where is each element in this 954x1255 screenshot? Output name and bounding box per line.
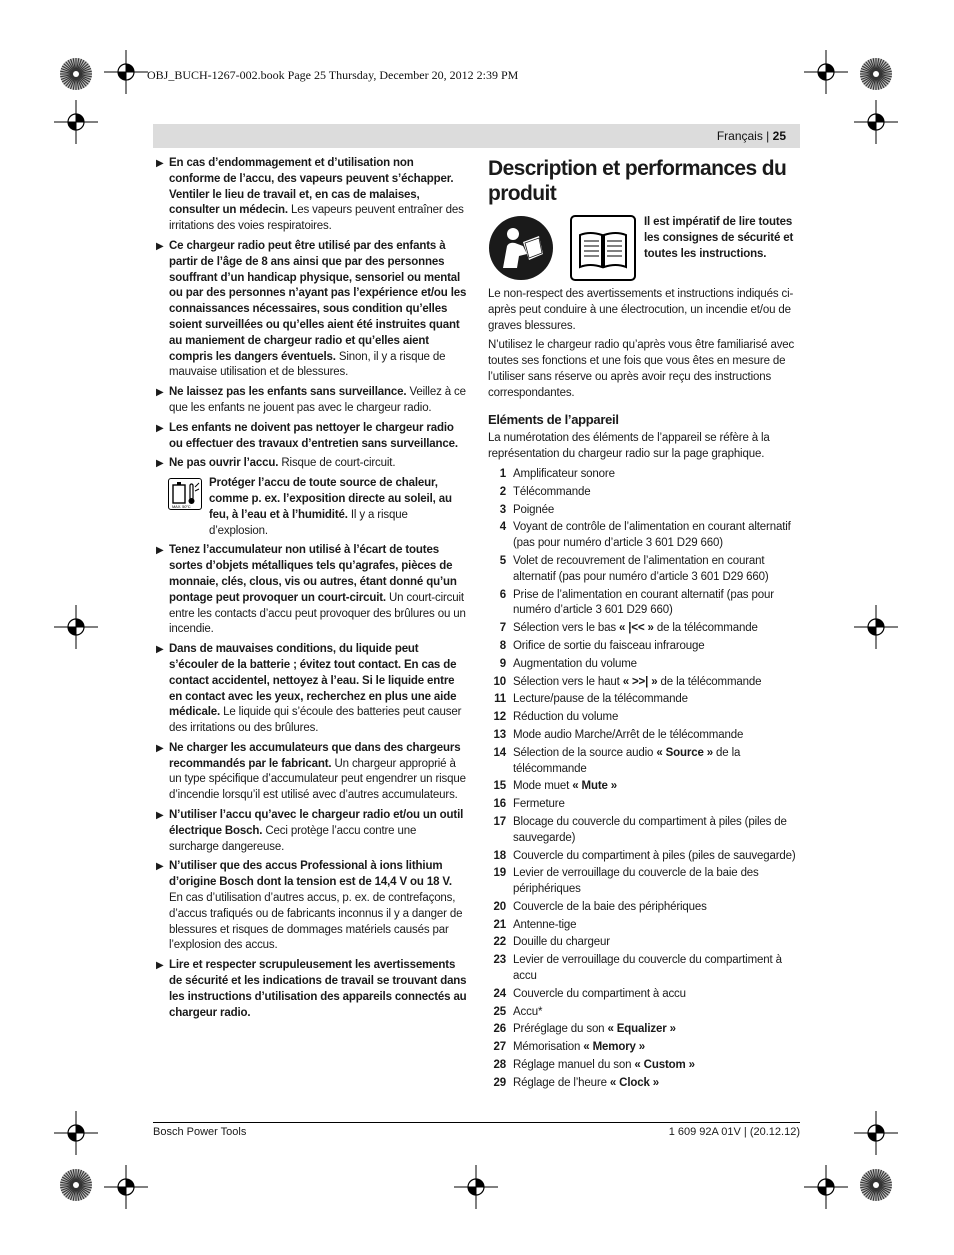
parts-list-item (488, 1040, 800, 1056)
item-number: 16 (493, 798, 506, 811)
item-text: Levier de verrouillage du couvercle du compartiment à accu (513, 954, 782, 983)
item-text: Douille du chargeur (513, 936, 610, 949)
parts-list-item (488, 621, 800, 637)
bullet-arrow-icon: ▶ (156, 422, 164, 434)
item-text: Réglage manuel du son (513, 1059, 632, 1072)
bullet-arrow-icon: ▶ (156, 960, 164, 972)
item-number: 24 (493, 987, 506, 1000)
item-text: Fermeture (513, 798, 565, 811)
item-number: 12 (493, 711, 506, 724)
parts-list-item (488, 657, 800, 673)
footer-rule (153, 1122, 800, 1123)
item-number: 22 (493, 936, 506, 949)
bullet-arrow-icon: ▶ (156, 387, 164, 399)
warning-text: Le non-respect des avertissements et instructions indiqués ci-après peut conduire à une électrocution, un incendie et/ou de graves blessures. (488, 288, 794, 332)
heat-warning-text: Il y a risque d’explosion. (209, 508, 408, 537)
parts-list-item (488, 953, 800, 985)
safety-bullet (155, 385, 467, 417)
left-column (155, 156, 467, 1025)
registration-crosshair (54, 100, 98, 144)
item-text: Mode muet (513, 780, 570, 793)
parts-list-item (488, 554, 800, 586)
registration-starburst (59, 1168, 93, 1202)
bullet-arrow-icon: ▶ (156, 240, 164, 252)
item-text-suffix: de la télécommande (653, 622, 758, 635)
item-number: 20 (493, 900, 506, 913)
parts-list-item (488, 779, 800, 795)
warning-bold: Il est impératif de lire toutes les consignes de sécurité et toutes les instructions. (644, 216, 794, 260)
bullet-bold-text: N’utiliser l’accu qu’avec le chargeur radio et/ou un outil électrique Bosch. (169, 809, 464, 837)
bullet-text: Un chargeur approprié à un type spécifique d’accumulateur peut engendrer un risque d’incendie lorsqu’il est utilisé avec d’autres accumulateurs. (169, 757, 466, 802)
item-text-suffix: de la télécommande (513, 746, 741, 775)
safety-bullets-2 (155, 543, 467, 1021)
safety-bullet (155, 456, 467, 472)
item-number: 8 (499, 639, 506, 652)
bullet-bold-text: Tenez l’accumulateur non utilisé à l’écart de toutes sortes d’objets métalliques tels qu’agrafes, pièces de monnaie, clés, clous, vis ou autres, étant donné qu’un pontage peut provoquer un court-circuit. (169, 544, 457, 604)
item-text: Mode audio Marche/Arrêt de le télécommande (513, 728, 744, 741)
item-text: Augmentation du volume (513, 657, 637, 670)
item-number: 19 (493, 867, 506, 880)
bullet-arrow-icon: ▶ (156, 861, 164, 873)
bullet-bold-text: Lire et respecter scrupuleusement les avertissements de sécurité et les indications de travail se trouvant dans les instructions d’utilisation des appareils connectés au chargeur radio. (169, 959, 467, 1019)
item-bold-label: « Memory » (580, 1041, 646, 1054)
safety-bullet (155, 642, 467, 737)
item-bold-label: « >>| » (619, 675, 658, 688)
bullet-bold-text: Ne charger les accumulateurs que dans des chargeurs recommandés par le fabricant. (169, 741, 461, 770)
item-number: 14 (493, 746, 506, 759)
item-text: Couvercle du compartiment à accu (513, 987, 686, 1000)
item-text: Réglage de l’heure (513, 1076, 607, 1089)
bullet-text: Veillez à ce que les enfants ne jouent pas avec le chargeur radio. (169, 386, 466, 414)
item-bold-label: « Clock » (606, 1076, 660, 1089)
item-number: 7 (499, 622, 506, 635)
item-number: 23 (493, 954, 506, 967)
item-number: 18 (493, 849, 506, 862)
intro-paragraph: N’utilisez le chargeur radio qu’après vous être familiarisé avec toutes ses fonctions et une fois que vous êtes en mesure de l’utiliser sans réserve ou après avoir reçu des instructions correspondantes. (488, 339, 795, 399)
subsection-title: Eléments de l’appareil (488, 411, 619, 427)
item-text: Sélection vers le bas (513, 622, 616, 635)
item-text-suffix: de la télécommande (657, 675, 762, 688)
item-text: Lecture/pause de la télécommande (513, 693, 688, 706)
safety-bullet (155, 958, 467, 1021)
bullet-text: Les vapeurs peuvent entraîner des irritations des voies respiratoires. (169, 204, 464, 233)
item-text: Accu* (513, 1005, 543, 1018)
parts-list-item (488, 866, 800, 898)
item-text: Sélection de la source audio (513, 746, 654, 759)
registration-crosshair (104, 1165, 148, 1209)
item-text: Volet de recouvrement de l’alimentation en courant alternatif (pas pour numéro d’article 3 601 D29 660) (513, 554, 769, 583)
bullet-bold-text: Ce chargeur radio peut être utilisé par des enfants à partir de l’âge de 8 ans ainsi que par des personnes souffrant d’un handicap physique, sensoriel ou mental ou par des personnes n’ayant pas l’expérience et/ou les connaissances nécessaires, sous condition qu’elles soient surveillées ou qu’elles aient été instruites quant au maniement de chargeur radio et qu’elles aient compris les dangers éventuels. (169, 239, 467, 363)
item-text: Poignée (513, 503, 555, 516)
book-icon (570, 215, 636, 281)
item-text: Couvercle de la baie des périphériques (513, 900, 707, 913)
registration-starburst (859, 57, 893, 91)
item-text: Préréglage du son (513, 1023, 605, 1036)
item-number: 21 (493, 918, 506, 931)
item-text: Amplificateur sonore (513, 467, 615, 480)
warning-icons-block (488, 215, 800, 301)
item-text: Prise de l’alimentation en courant alternatif (pas pour numéro d’article 3 601 D29 660) (513, 588, 774, 617)
registration-starburst (59, 57, 93, 91)
item-number: 2 (499, 485, 506, 498)
footer-brand: Bosch Power Tools (153, 1126, 247, 1138)
item-number: 29 (493, 1076, 506, 1089)
parts-list-item (488, 1076, 800, 1092)
parts-list-item (488, 746, 800, 778)
item-text: Télécommande (513, 485, 591, 498)
safety-bullet (155, 859, 467, 954)
parts-list-item (488, 692, 800, 708)
registration-crosshair (804, 1165, 848, 1209)
item-text: Blocage du couvercle du compartiment à piles (piles de sauvegarde) (513, 815, 787, 844)
header-language-page (717, 129, 786, 143)
warning-text-top (644, 215, 800, 262)
parts-list-item (488, 935, 800, 951)
parts-list-item (488, 900, 800, 916)
parts-list-item (488, 849, 800, 865)
item-number: 28 (493, 1059, 506, 1072)
header-language: Français (716, 129, 763, 143)
bullet-text: Le liquide qui s’écoule des batteries peut causer des irritations ou des brûlures. (169, 706, 462, 735)
parts-list-item (488, 1005, 800, 1021)
parts-list (488, 467, 800, 1092)
item-number: 17 (493, 815, 506, 828)
print-info-line: OBJ_BUCH-1267-002.book Page 25 Thursday, December 20, 2012 2:39 PM (147, 68, 519, 82)
item-number: 9 (499, 657, 506, 670)
registration-crosshair (854, 605, 898, 649)
item-number: 4 (499, 521, 506, 534)
bullet-arrow-icon: ▶ (156, 742, 164, 754)
section-title: Description et performances du produit (488, 157, 787, 205)
bullet-bold-text: N’utiliser que des accus Professional à ions lithium d’origine Bosch dont la tension est de 14,4 V ou 18 V. (169, 860, 452, 889)
page-number: 25 (772, 129, 786, 143)
registration-crosshair (104, 50, 148, 94)
parts-list-item (488, 639, 800, 655)
item-number: 11 (494, 693, 506, 706)
item-number: 10 (493, 675, 506, 688)
battery-heat-warning-icon (168, 478, 202, 510)
safety-bullet (155, 741, 467, 804)
bullet-text: Sinon, il y a risque de mauvaise utilisation et de blessures. (169, 350, 446, 379)
bullet-bold-text: Ne pas ouvrir l’accu. (169, 457, 279, 470)
header-separator: | (766, 129, 770, 143)
parts-list-item (488, 797, 800, 813)
item-bold-label: « Custom » (631, 1059, 695, 1072)
bullet-bold-text: En cas d’endommagement et d’utilisation non conforme de l’accu, des vapeurs peuvent s’échapper. Ventiler le lieu de travail et, en cas de malaises, consulter un médecin. (169, 157, 454, 217)
parts-list-item (488, 520, 800, 552)
parts-list-item (488, 485, 800, 501)
item-number: 15 (493, 780, 506, 793)
safety-bullet (155, 239, 467, 381)
parts-list-item (488, 728, 800, 744)
page-header (153, 124, 800, 148)
item-number: 3 (499, 503, 506, 516)
safety-bullet (155, 543, 467, 638)
parts-list-item (488, 918, 800, 934)
safety-bullet (155, 156, 467, 235)
item-number: 27 (493, 1041, 506, 1054)
parts-list-item (488, 1058, 800, 1074)
item-bold-label: « Source » (653, 746, 714, 759)
item-text: Mémorisation (513, 1041, 581, 1054)
item-number: 6 (499, 588, 506, 601)
bullet-bold-text: Les enfants ne doivent pas nettoyer le chargeur radio ou effectuer des travaux d’entretien sans surveillance. (169, 421, 458, 450)
subsection-intro: La numérotation des éléments de l’appareil se réfère à la représentation du chargeur radio sur la page graphique. (488, 432, 770, 461)
item-bold-label: « |<< » (615, 622, 654, 635)
bullet-bold-text: Dans de mauvaises conditions, du liquide peut s’écouler de la batterie ; évitez tout contact. En cas de contact accidentel, nettoyez à l’eau. Si le liquide entre en contact avec les yeux, recherchez en plus une aide médicale. (169, 643, 457, 719)
registration-crosshair (854, 1111, 898, 1155)
parts-list-item (488, 815, 800, 847)
parts-list-item (488, 710, 800, 726)
safety-bullets-1 (155, 156, 467, 472)
registration-crosshair (54, 605, 98, 649)
bullet-text: Un court-circuit entre les contacts d’accu peut provoquer des brûlures ou un incendie. (169, 591, 466, 636)
item-bold-label: « Mute » (569, 780, 618, 793)
item-text: Couvercle du compartiment à piles (piles de sauvegarde) (513, 849, 796, 862)
item-number: 25 (493, 1005, 506, 1018)
read-manual-icon (489, 216, 553, 280)
registration-starburst (859, 1168, 893, 1202)
item-text: Levier de verrouillage du couvercle de la baie des périphériques (513, 867, 759, 896)
icon-label: MAX. 50°C (172, 504, 191, 510)
bullet-text: En cas d’utilisation d’autres accus, p. ex. de contrefaçons, d’accus trafiqués ou de fabricants inconnus il y a danger de blessures et risques de dommages matériels causés par l’explosion des accus. (169, 892, 463, 952)
item-text: Réduction du volume (513, 711, 619, 724)
parts-list-item (488, 588, 800, 620)
bullet-text: Risque de court-circuit. (278, 457, 396, 470)
item-text: Orifice de sortie du faisceau infrarouge (513, 639, 705, 652)
item-text: Voyant de contrôle de l’alimentation en courant alternatif (pas pour numéro d’article 3 601 D29 660) (513, 521, 791, 550)
safety-bullet (155, 808, 467, 855)
bullet-text: Ceci protège l’accu contre une surcharge dangereuse. (169, 824, 417, 853)
item-text: Antenne-tige (513, 918, 577, 931)
bullet-arrow-icon: ▶ (156, 458, 164, 470)
registration-crosshair (854, 100, 898, 144)
registration-crosshair (804, 50, 848, 94)
registration-crosshair (54, 1111, 98, 1155)
item-text: Sélection vers le haut (513, 675, 620, 688)
item-number: 26 (493, 1023, 506, 1036)
bullet-arrow-icon: ▶ (156, 158, 164, 169)
safety-bullet (155, 421, 467, 453)
item-number: 5 (499, 554, 506, 567)
parts-list-item (488, 675, 800, 691)
item-number: 13 (493, 728, 506, 741)
parts-list-item (488, 1022, 800, 1038)
bullet-bold-text: Ne laissez pas les enfants sans surveillance. (169, 386, 407, 399)
bullet-arrow-icon: ▶ (156, 644, 164, 656)
registration-crosshair (454, 1165, 498, 1209)
heat-warning-bold: Protéger l’accu de toute source de chaleur, comme p. ex. l’exposition directe au soleil, au feu, à l’eau et à l’humidité. (209, 477, 452, 521)
bullet-arrow-icon: ▶ (156, 545, 164, 557)
right-column (488, 156, 800, 1094)
parts-list-item (488, 467, 800, 483)
footer-doc-code: 1 609 92A 01V | (20.12.12) (668, 1126, 800, 1138)
bullet-arrow-icon: ▶ (156, 810, 164, 822)
item-bold-label: « Equalizer » (604, 1023, 676, 1036)
heat-warning-note (155, 476, 467, 539)
parts-list-item (488, 987, 800, 1003)
parts-list-item (488, 503, 800, 519)
item-number: 1 (499, 467, 506, 480)
